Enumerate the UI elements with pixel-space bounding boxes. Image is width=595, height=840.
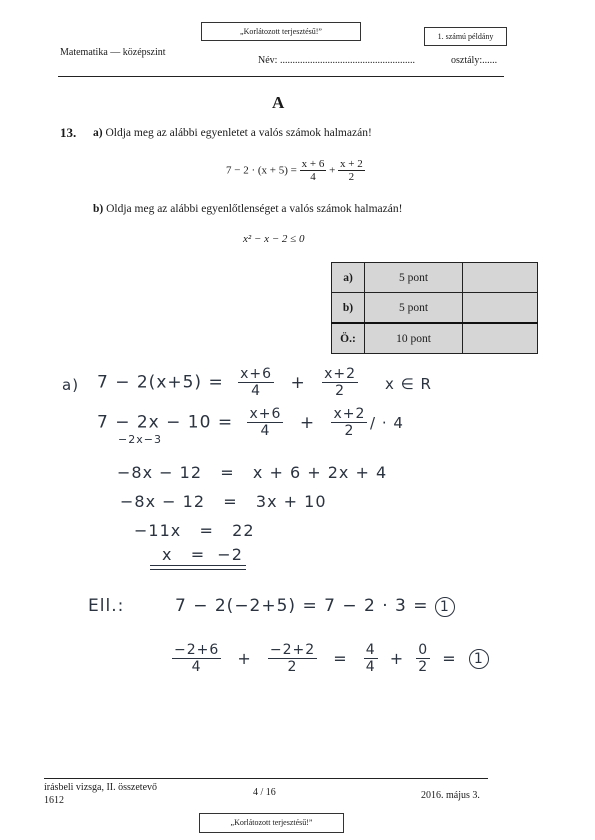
- score-cell: [463, 263, 538, 293]
- hw-domain-note: x ∈ R: [385, 375, 432, 393]
- equation-fraction-1: [300, 158, 327, 183]
- points-value: 5 pont: [365, 293, 463, 324]
- hw-fraction-denominator: 4: [191, 659, 202, 675]
- hw-fraction: [322, 366, 358, 399]
- hw-line-2-left: 7 − 2x − 10 =: [97, 412, 234, 433]
- hw-line-3: −8x − 12 = x + 6 + 2x + 4: [117, 463, 388, 482]
- hw-fraction: [238, 366, 274, 399]
- footer-exam-code: 1612: [44, 795, 64, 806]
- problem-number: 13.: [60, 125, 77, 140]
- hw-multiply-note: / · 4: [370, 414, 404, 432]
- points-value: 10 pont: [365, 323, 463, 354]
- part-b-label: b): [93, 203, 104, 215]
- hw-fraction-denominator: 4: [251, 383, 262, 399]
- section-letter: A: [272, 93, 285, 112]
- hw-check-label: Ell.:: [88, 596, 125, 616]
- points-row-label: Ö.:: [332, 323, 365, 354]
- score-cell: [463, 323, 538, 354]
- hw-fraction-numerator: −2+6: [174, 642, 220, 658]
- hw-line-1-left: 7 − 2(x+5) =: [97, 372, 224, 393]
- hw-fraction-denominator: 2: [335, 383, 346, 399]
- hw-fraction-denominator: 4: [365, 659, 376, 675]
- footer-exam-label: írásbeli vizsga, II. összetevő: [44, 782, 158, 793]
- footer-date: 2016. május 3.: [421, 790, 480, 801]
- subject-label: Matematika — középszint: [60, 47, 166, 58]
- hw-fraction-numerator: x+2: [324, 366, 357, 382]
- hw-plus: +: [290, 372, 306, 393]
- inequality: x² − x − 2 ≤ 0: [243, 233, 305, 245]
- hw-fraction-numerator: 4: [365, 642, 376, 658]
- class-field-label: osztály:......: [451, 55, 498, 66]
- hw-fraction-numerator: x+2: [333, 406, 366, 422]
- hw-plus: +: [237, 649, 252, 668]
- hw-fraction: [331, 406, 367, 439]
- hw-check-1-expression: 7 − 2(−2+5) = 7 − 2 · 3 =: [175, 596, 429, 616]
- part-a-prompt: [93, 127, 372, 139]
- header-rule: [58, 76, 504, 77]
- part-b-text: Oldja meg az alábbi egyenlőtlenséget a valós számok halmazán!: [106, 203, 403, 215]
- restricted-notice-bottom: „Korlátozott terjesztésű!”: [199, 813, 344, 833]
- hw-equals: =: [442, 649, 457, 668]
- hw-line-2-subnote: −2x−3: [118, 433, 162, 446]
- points-row: [332, 293, 538, 324]
- hw-fraction-denominator: 2: [344, 423, 355, 439]
- fraction-numerator: x + 2: [340, 158, 363, 170]
- hw-fraction-numerator: −2+2: [269, 642, 316, 658]
- hw-fraction-numerator: 0: [418, 642, 429, 658]
- hw-line-1: [97, 366, 358, 399]
- hw-check-line-1: [175, 596, 455, 617]
- hw-equals: =: [333, 649, 348, 668]
- hw-line-6: x = −2: [162, 545, 243, 564]
- part-a-text: Oldja meg az alábbi egyenletet a valós számok halmazán!: [105, 127, 372, 139]
- hw-circled-result: 1: [469, 649, 489, 669]
- part-a-label: a): [93, 127, 103, 139]
- fraction-denominator: 4: [310, 171, 316, 183]
- hw-fraction-denominator: 2: [418, 659, 429, 675]
- name-field-label: Név: ......................................................: [258, 55, 415, 66]
- hw-part-a-label: a): [62, 376, 80, 394]
- equation-fraction-2: [338, 158, 365, 183]
- equation-left: 7 − 2 · (x + 5) =: [226, 164, 297, 177]
- hw-line-4: −8x − 12 = 3x + 10: [120, 492, 327, 511]
- points-row-total: [332, 323, 538, 354]
- hw-fraction-denominator: 4: [260, 423, 271, 439]
- hw-fraction-denominator: 2: [287, 659, 298, 675]
- hw-line-5: −11x = 22: [134, 521, 255, 540]
- equation-plus: +: [329, 164, 336, 177]
- hw-fraction-numerator: x+6: [240, 366, 273, 382]
- points-row: [332, 263, 538, 293]
- fraction-denominator: 2: [348, 171, 355, 183]
- footer-rule: [44, 778, 488, 779]
- restricted-notice-top: „Korlátozott terjesztésű!”: [201, 22, 361, 41]
- page-number: 4 / 16: [253, 787, 276, 798]
- score-cell: [463, 293, 538, 324]
- hw-double-underline: [150, 565, 246, 570]
- hw-fraction: [172, 642, 221, 675]
- part-b-prompt: [93, 203, 402, 215]
- points-row-label: b): [332, 293, 365, 324]
- hw-fraction: [268, 642, 317, 675]
- hw-fraction: [364, 642, 378, 675]
- points-row-label: a): [332, 263, 365, 293]
- equation: [226, 158, 365, 183]
- hw-check-line-2: [172, 642, 489, 675]
- hw-fraction: [247, 406, 283, 439]
- hw-plus: +: [299, 412, 316, 433]
- copy-number-box: 1. számú példány: [424, 27, 507, 46]
- hw-circled-result: 1: [435, 597, 455, 617]
- points-value: 5 pont: [365, 263, 463, 293]
- fraction-numerator: x + 6: [301, 158, 325, 170]
- hw-fraction-numerator: x+6: [249, 406, 282, 422]
- hw-plus: +: [389, 649, 405, 668]
- hw-fraction: [416, 642, 430, 675]
- points-table: [331, 262, 538, 354]
